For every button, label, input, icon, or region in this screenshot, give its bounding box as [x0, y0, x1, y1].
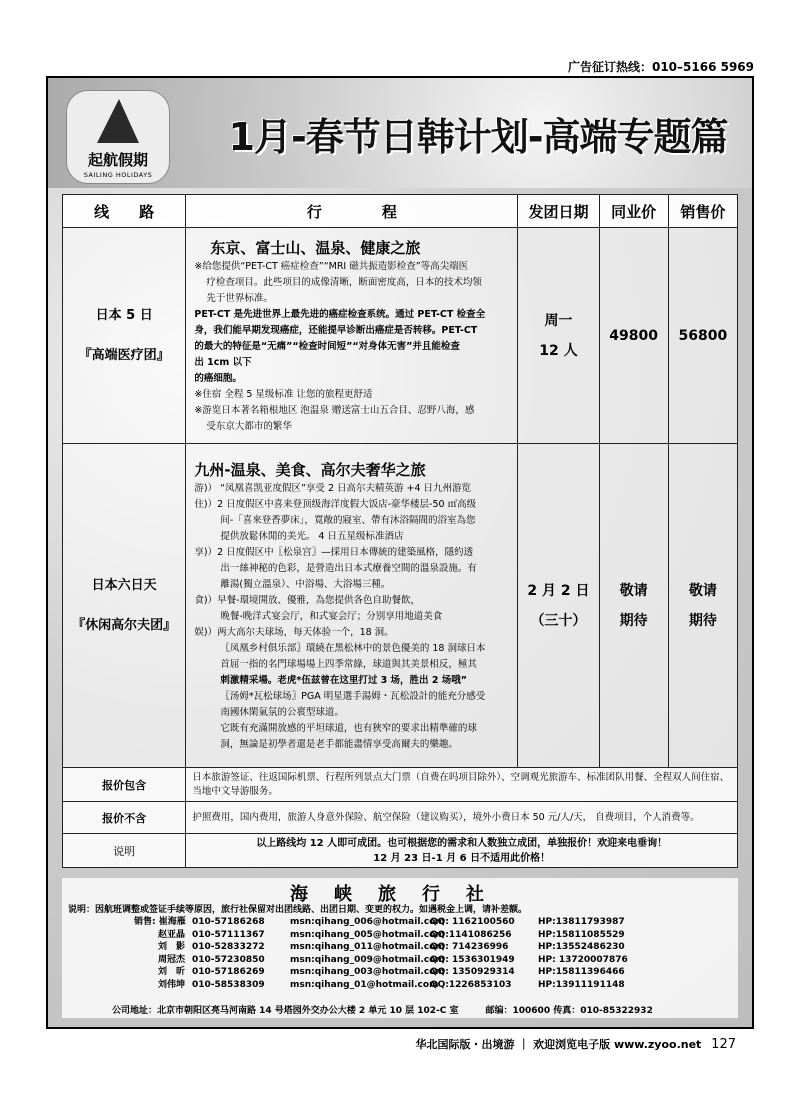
contact-tel: 010-57111367 [192, 929, 265, 940]
price-text: 期待 [688, 612, 717, 629]
note-line: 12 月 23 日-1 月 6 日不适用此价格！ [373, 852, 551, 864]
header-date: 发团日期 [518, 195, 599, 228]
itinerary-line: 南國休閑氣氛的公褱型球道。 [220, 706, 344, 718]
contact-msn: msn:qihang_005@hotmail.com [290, 929, 445, 940]
includes-label: 报价包含 [63, 768, 186, 802]
itinerary-line: 游)） “凤凰喜凯亚度假区”享受 2 日高尔夫精英游 +4 日九州游览 [194, 482, 472, 494]
logo-subtitle: SAILING HOLIDAYS [83, 171, 153, 179]
route-cell [63, 228, 186, 444]
page-number: 127 [711, 1037, 736, 1052]
itinerary-line: 〖汤姆*瓦松球场〗PGA 明星選手湯姆・瓦松設計的能充分感受 [220, 690, 486, 702]
excludes-row [63, 802, 738, 834]
contact-name: 销售: 崔海雁 [134, 917, 186, 927]
contact-tel: 010-52833272 [192, 942, 265, 953]
contact-row [134, 966, 648, 979]
logo-name: 起航假期 [87, 151, 148, 169]
includes-text: 日本旅游签证、往返国际机票、行程所列景点大门票（自费在吗项目除外）、空调观光旅游车、标准团队用餐、全程双人间住宿、当地中文导游服务。 [186, 768, 738, 802]
contact-hp: HP:13552486230 [538, 942, 625, 953]
contact-msn: msn:qihang_009@hotmail.com [290, 954, 445, 965]
itinerary-line: 首屈一指的名門球場場上四季常綠，球道與其美景相反，極其 [220, 658, 477, 670]
itinerary-line: 食)）早餐-環境開放、優雅，為您提供各色自助餐飲， [194, 594, 420, 606]
contact-hp: HP:15811396466 [538, 967, 625, 978]
itinerary-line: 疗检查项目。此些项目的成像清晰，断面密度高，日本的技术均领 [206, 276, 482, 288]
itinerary-line: 的癌细胞。 [194, 372, 242, 384]
itinerary-heading: 东京、富士山、温泉、健康之旅 [210, 238, 421, 257]
hotline: 广告征订热线：010–5166 5969 [567, 60, 754, 74]
sail-icon [97, 99, 139, 143]
page-footer [415, 1036, 736, 1052]
itinerary-line: 〖凤凰乡村俱乐部〗環繞在黑松林中的景色優美的 18 洞球日本 [220, 642, 486, 654]
logo [66, 90, 170, 184]
header-sale-price: 销售价 [668, 195, 737, 228]
itinerary-table [62, 194, 738, 868]
contact-qq: QQ: 1536301949 [430, 954, 515, 965]
banner [48, 78, 752, 188]
contact-qq: QQ:1141086256 [430, 929, 512, 940]
sale-price: 56800 [668, 228, 737, 444]
itinerary-line: 提供放鬆休閒的美光。 4 日五星级标准酒店 [220, 530, 404, 542]
advert-frame [46, 76, 754, 1029]
sale-price [668, 444, 737, 768]
contact-qq: QQ: 1162100560 [430, 917, 515, 927]
contact-tel: 010-57186268 [192, 917, 265, 927]
contact-hp: HP:13911191148 [538, 979, 625, 990]
table-row [63, 228, 738, 444]
itinerary-cell [186, 228, 518, 444]
departure-day: 周一 [544, 312, 573, 329]
itinerary-line: ※游览日本著名箱根地区 泡温泉 赠送富士山五合目、忍野八海，感 [194, 404, 475, 416]
contact-msn: msn:qihang_011@hotmail.com [290, 942, 445, 953]
contact-msn: msn:qihang_01@hotmail.com [290, 979, 439, 990]
contact-tel: 010-57230850 [192, 954, 265, 965]
footer-text: 华北国际版・出境游 ｜ 欢迎浏览电子版 www.zyoo.net [415, 1038, 702, 1051]
route-cell [63, 444, 186, 768]
agency-note: 说明：因航班调整或签证手续等原因，旅行社保留对出团线路、出团日期、变更的权力。如遇税金上调，请补差额。 [68, 905, 528, 915]
excludes-text: 护照费用，国内费用，旅游人身意外保险、航空保险（建议购买），境外小费日本 50 元/人/天， 自费项目，个人消费等。 [186, 802, 738, 834]
group-size: 12 人 [539, 342, 578, 359]
itinerary-line: 受东京大都市的繁华 [206, 420, 292, 432]
contact-name: 刘 影 [158, 942, 186, 953]
route-name: 日本 5 日 [95, 307, 153, 323]
contact-name: 赵亚晶 [158, 929, 186, 940]
itinerary-line: 的最大的特征是“无痛”“检查时间短”“对身体无害”并且能检查 [194, 340, 460, 352]
contact-msn: msn:qihang_003@hotmail.com [290, 967, 445, 978]
contact-msn: msn:qihang_006@hotmail.com [290, 917, 445, 927]
price-text: 敬请 [688, 582, 717, 599]
notes-label: 说明 [63, 834, 186, 868]
contact-qq: QQ:1226853103 [430, 979, 512, 990]
table-header [63, 195, 738, 228]
contact-qq: QQ: 1350929314 [430, 967, 515, 978]
itinerary-line: 出 1cm 以下 [194, 356, 252, 368]
date-cell [518, 444, 599, 768]
note-line: 以上路线均 12 人即可成团。也可根据您的需求和人数独立成团，单独报价！欢迎来电垂询！ [256, 837, 668, 849]
trade-price: 49800 [599, 228, 668, 444]
price-text: 敬请 [619, 582, 648, 599]
header-route: 线 路 [63, 195, 186, 228]
route-type: 『高端医疗团』 [78, 347, 170, 363]
page-title: 1月-春节日韩计划-高端专题篇 [228, 115, 728, 159]
includes-row [63, 768, 738, 802]
itinerary-line: 身，我们能早期发现癌症，还能提早诊断出癌症是否转移。PET-CT [194, 324, 478, 336]
itinerary-line: 出一絲神秘的色彩，是營造出日本式療養空間的溫泉設施。有 [220, 562, 477, 574]
header-itinerary: 行 程 [186, 195, 518, 228]
itinerary-line: 娱)）两大高尔夫球场，每天体验一个，18 洞。 [194, 626, 394, 638]
contact-tel: 010-58538309 [192, 979, 265, 990]
contact-tel: 010-57186269 [192, 967, 265, 978]
itinerary-heading: 九州-温泉、美食、高尔夫奢华之旅 [194, 460, 426, 479]
table-row [63, 444, 738, 768]
itinerary-line: PET-CT 是先进世界上最先进的癌症检查系统。通过 PET-CT 检查全 [194, 308, 486, 320]
contact-qq: QQ: 714236996 [430, 942, 509, 953]
contact-row [134, 954, 648, 967]
company-address: 公司地址：北京市朝阳区亮马河南路 14 号塔园外交办公大楼 2 单元 10 层 102-C 室 邮编：100600 传真：010-85322932 [112, 1006, 653, 1016]
itinerary-line: 它既有充滿開放感的平坦球道，也有狹窄的要求出精準確的球 [220, 722, 477, 734]
itinerary-line: 享)）2 日度假区中〖松泉宫〗—採用日本傳統的建築風格，隱約透 [194, 546, 474, 558]
contact-hp: HP:15811085529 [538, 929, 625, 940]
contact-row [134, 929, 648, 942]
contact-row [134, 941, 648, 954]
notes-text [186, 834, 738, 868]
contact-hp: HP: 13720007876 [538, 954, 628, 965]
itinerary-cell [186, 444, 518, 768]
excludes-label: 报价不含 [63, 802, 186, 834]
contact-hp: HP:13811793987 [538, 917, 625, 927]
itinerary-line: 洞，無論是初學者還是老手都能盡情享受高爾夫的樂趣。 [220, 738, 458, 750]
date-cell [518, 228, 599, 444]
itinerary-line: 先于世界标准。 [206, 292, 273, 304]
agency-name: 海峡旅行社 [290, 884, 510, 905]
itinerary-line: ※给您提供“PET-CT 癌症检查”“MRI 磁共振造影检查”等高尖端医 [194, 260, 469, 272]
trade-price [599, 444, 668, 768]
price-text: 期待 [619, 612, 648, 629]
route-type: 『休闲高尔夫团』 [72, 617, 177, 633]
departure-date: 2 月 2 日 [527, 582, 590, 599]
contact-row [134, 916, 648, 929]
route-name: 日本六日天 [91, 577, 157, 593]
departure-weekday: （三十） [530, 612, 587, 629]
header-trade-price: 同业价 [599, 195, 668, 228]
contact-name: 周冠杰 [158, 954, 186, 965]
notes-row [63, 834, 738, 868]
agency-block [62, 878, 738, 1018]
itinerary-line: 晚餐-晚洋式宴会厅，和式宴会厅；分别享用地道美食 [220, 610, 443, 622]
contact-name: 刘伟坤 [158, 979, 186, 990]
contact-list [134, 916, 648, 992]
contact-row [134, 979, 648, 992]
contact-name: 刘 昕 [158, 967, 186, 978]
itinerary-line: 離湯(獨立溫泉）、中浴場、大浴場三種。 [220, 578, 391, 590]
itinerary-line: 间-「喜來登香夢床」，寬敞的寢室、帶有沐浴隔間的浴室為您 [220, 514, 476, 526]
itinerary-line: 刺激精采場。老虎*伍兹曾在这里打过 3 场，胜出 2 场哦” [220, 674, 468, 686]
itinerary-line: 住)）2 日度假区中喜来登顶级海洋度假大饭店-豪华楼层-50 ㎡高级 [194, 498, 477, 510]
itinerary-line: ※住宿 全程 5 星级标准 让您的旅程更舒适 [194, 388, 373, 400]
